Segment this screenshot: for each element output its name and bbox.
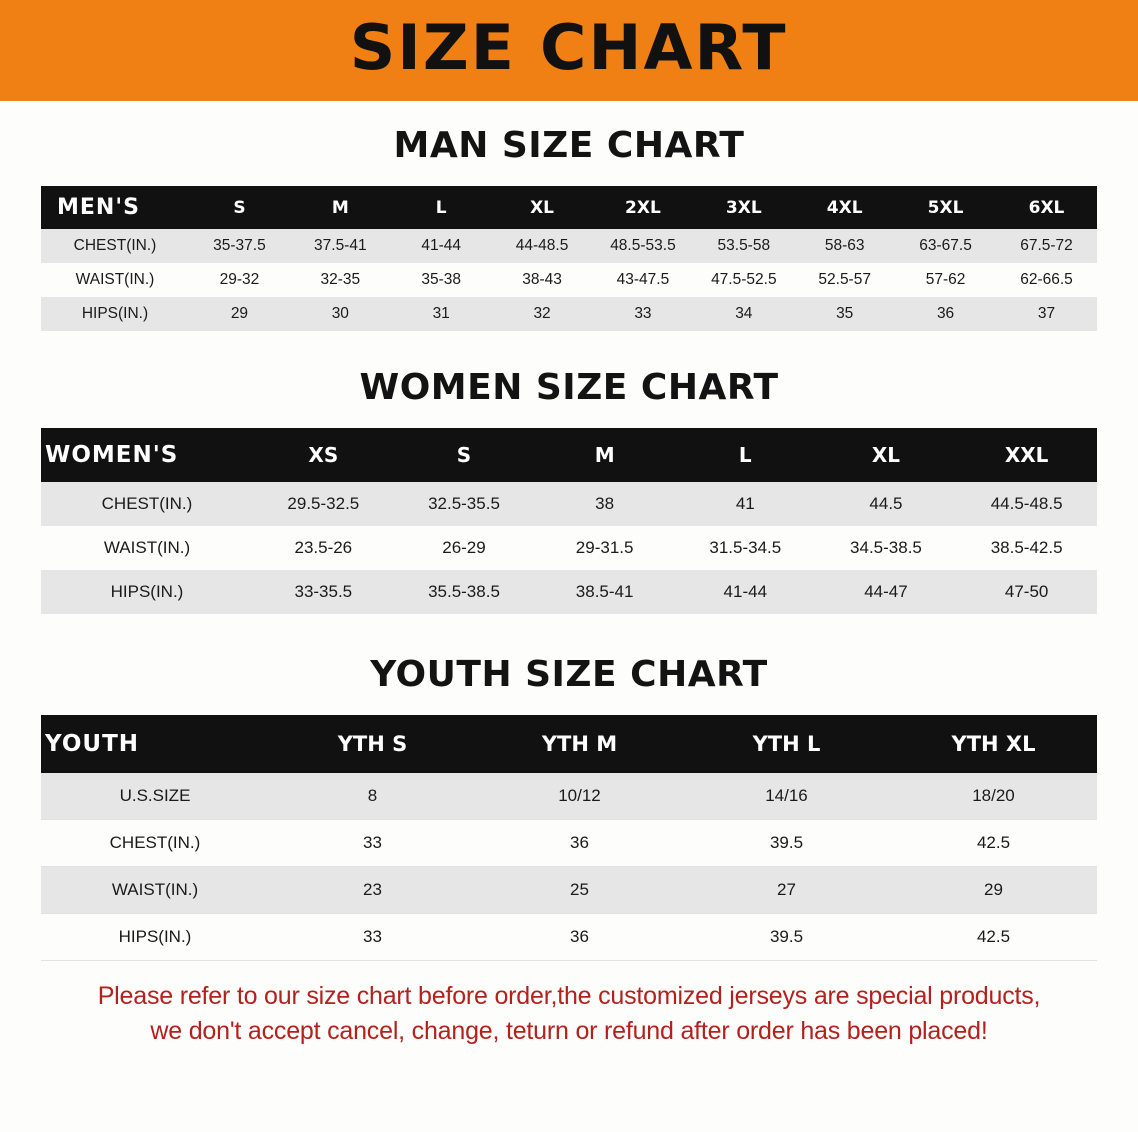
men-chest-2xl: 48.5-53.5	[593, 229, 694, 263]
men-header-cell-9: 6XL	[996, 186, 1097, 229]
women-row-label-hips: HIPS(IN.)	[41, 570, 253, 614]
women-section-title: WOMEN SIZE CHART	[359, 367, 779, 408]
women-hips-xxl: 47-50	[956, 570, 1097, 614]
men-header-cell-4: XL	[492, 186, 593, 229]
women-header-cell-4: L	[675, 428, 816, 482]
men-waist-m: 32-35	[290, 263, 391, 297]
table-row	[41, 867, 1097, 914]
men-header-cell-5: 2XL	[593, 186, 694, 229]
youth-header-cell-3: YTH L	[683, 715, 890, 773]
youth-hips-m: 36	[476, 914, 683, 961]
men-chart-wrapper	[0, 186, 1138, 331]
note-line-1: Please refer to our size chart before order,the customized jerseys are special products,	[97, 982, 1041, 1010]
youth-waist-m: 25	[476, 867, 683, 914]
table-row	[41, 229, 1097, 263]
men-hips-2xl: 33	[593, 297, 694, 331]
youth-waist-s: 23	[269, 867, 476, 914]
women-chest-m: 38	[534, 482, 675, 526]
men-chest-3xl: 53.5-58	[693, 229, 794, 263]
table-row	[41, 263, 1097, 297]
youth-chest-s: 33	[269, 820, 476, 867]
youth-chest-l: 39.5	[683, 820, 890, 867]
women-waist-l: 31.5-34.5	[675, 526, 816, 570]
men-header-cell-6: 3XL	[693, 186, 794, 229]
table-row	[41, 297, 1097, 331]
women-header-cell-5: XL	[816, 428, 957, 482]
men-waist-l: 35-38	[391, 263, 492, 297]
men-hips-4xl: 35	[794, 297, 895, 331]
women-row-label-chest: CHEST(IN.)	[41, 482, 253, 526]
women-row-label-waist: WAIST(IN.)	[41, 526, 253, 570]
men-header-cell-8: 5XL	[895, 186, 996, 229]
men-waist-xl: 38-43	[492, 263, 593, 297]
men-chest-4xl: 58-63	[794, 229, 895, 263]
women-header-cell-1: XS	[253, 428, 394, 482]
men-size-table	[41, 186, 1097, 331]
table-row	[41, 773, 1097, 820]
men-row-label-chest: CHEST(IN.)	[41, 229, 189, 263]
women-header-cell-0: WOMEN'S	[41, 428, 253, 482]
men-chest-5xl: 63-67.5	[895, 229, 996, 263]
men-waist-6xl: 62-66.5	[996, 263, 1097, 297]
table-row	[41, 526, 1097, 570]
note-line-2: we don't accept cancel, change, teturn or refund after order has been placed!	[150, 1016, 988, 1045]
men-waist-2xl: 43-47.5	[593, 263, 694, 297]
youth-hips-l: 39.5	[683, 914, 890, 961]
men-waist-5xl: 57-62	[895, 263, 996, 297]
youth-chest-xl: 42.5	[890, 820, 1097, 867]
women-chest-s: 32.5-35.5	[394, 482, 535, 526]
size-chart-banner	[0, 0, 1138, 101]
men-chest-s: 35-37.5	[189, 229, 290, 263]
women-chart-wrapper	[0, 428, 1138, 614]
youth-hips-s: 33	[269, 914, 476, 961]
table-row	[41, 570, 1097, 614]
men-header-cell-3: L	[391, 186, 492, 229]
men-row-label-waist: WAIST(IN.)	[41, 263, 189, 297]
women-chest-l: 41	[675, 482, 816, 526]
youth-chest-m: 36	[476, 820, 683, 867]
men-chest-xl: 44-48.5	[492, 229, 593, 263]
men-table-header-row	[41, 186, 1097, 229]
women-hips-l: 41-44	[675, 570, 816, 614]
table-row	[41, 820, 1097, 867]
women-chest-xl: 44.5	[816, 482, 957, 526]
women-header-cell-2: S	[394, 428, 535, 482]
youth-ussize-l: 14/16	[683, 773, 890, 820]
men-header-cell-1: S	[189, 186, 290, 229]
men-hips-m: 30	[290, 297, 391, 331]
youth-hips-xl: 42.5	[890, 914, 1097, 961]
youth-chart-wrapper	[0, 715, 1138, 961]
youth-size-table	[41, 715, 1097, 961]
women-header-cell-6: XXL	[956, 428, 1097, 482]
men-hips-xl: 32	[492, 297, 593, 331]
men-chest-l: 41-44	[391, 229, 492, 263]
men-hips-3xl: 34	[693, 297, 794, 331]
men-waist-3xl: 47.5-52.5	[693, 263, 794, 297]
women-waist-xs: 23.5-26	[253, 526, 394, 570]
youth-waist-xl: 29	[890, 867, 1097, 914]
men-waist-4xl: 52.5-57	[794, 263, 895, 297]
women-chest-xs: 29.5-32.5	[253, 482, 394, 526]
youth-ussize-s: 8	[269, 773, 476, 820]
women-hips-m: 38.5-41	[534, 570, 675, 614]
order-policy-note	[69, 979, 1069, 1048]
men-hips-5xl: 36	[895, 297, 996, 331]
youth-table-header-row	[41, 715, 1097, 773]
men-chest-m: 37.5-41	[290, 229, 391, 263]
youth-header-cell-4: YTH XL	[890, 715, 1097, 773]
men-chest-6xl: 67.5-72	[996, 229, 1097, 263]
women-waist-xl: 34.5-38.5	[816, 526, 957, 570]
men-waist-s: 29-32	[189, 263, 290, 297]
men-hips-6xl: 37	[996, 297, 1097, 331]
youth-ussize-m: 10/12	[476, 773, 683, 820]
men-row-label-hips: HIPS(IN.)	[41, 297, 189, 331]
women-hips-xl: 44-47	[816, 570, 957, 614]
youth-header-cell-2: YTH M	[476, 715, 683, 773]
men-section-title: MAN SIZE CHART	[393, 125, 745, 166]
women-waist-xxl: 38.5-42.5	[956, 526, 1097, 570]
women-hips-s: 35.5-38.5	[394, 570, 535, 614]
men-hips-s: 29	[189, 297, 290, 331]
women-hips-xs: 33-35.5	[253, 570, 394, 614]
women-waist-s: 26-29	[394, 526, 535, 570]
table-row	[41, 914, 1097, 961]
men-header-cell-0: MEN'S	[41, 186, 189, 229]
youth-header-cell-1: YTH S	[269, 715, 476, 773]
women-chest-xxl: 44.5-48.5	[956, 482, 1097, 526]
youth-section-title: YOUTH SIZE CHART	[370, 654, 768, 695]
table-row	[41, 482, 1097, 526]
women-header-cell-3: M	[534, 428, 675, 482]
men-header-cell-7: 4XL	[794, 186, 895, 229]
youth-ussize-xl: 18/20	[890, 773, 1097, 820]
youth-row-label-waist: WAIST(IN.)	[41, 867, 269, 914]
men-hips-l: 31	[391, 297, 492, 331]
youth-row-label-chest: CHEST(IN.)	[41, 820, 269, 867]
youth-row-label-ussize: U.S.SIZE	[41, 773, 269, 820]
page-title: SIZE CHART	[350, 10, 788, 84]
youth-waist-l: 27	[683, 867, 890, 914]
women-waist-m: 29-31.5	[534, 526, 675, 570]
youth-row-label-hips: HIPS(IN.)	[41, 914, 269, 961]
men-header-cell-2: M	[290, 186, 391, 229]
women-size-table	[41, 428, 1097, 614]
women-table-header-row	[41, 428, 1097, 482]
youth-header-cell-0: YOUTH	[41, 715, 269, 773]
